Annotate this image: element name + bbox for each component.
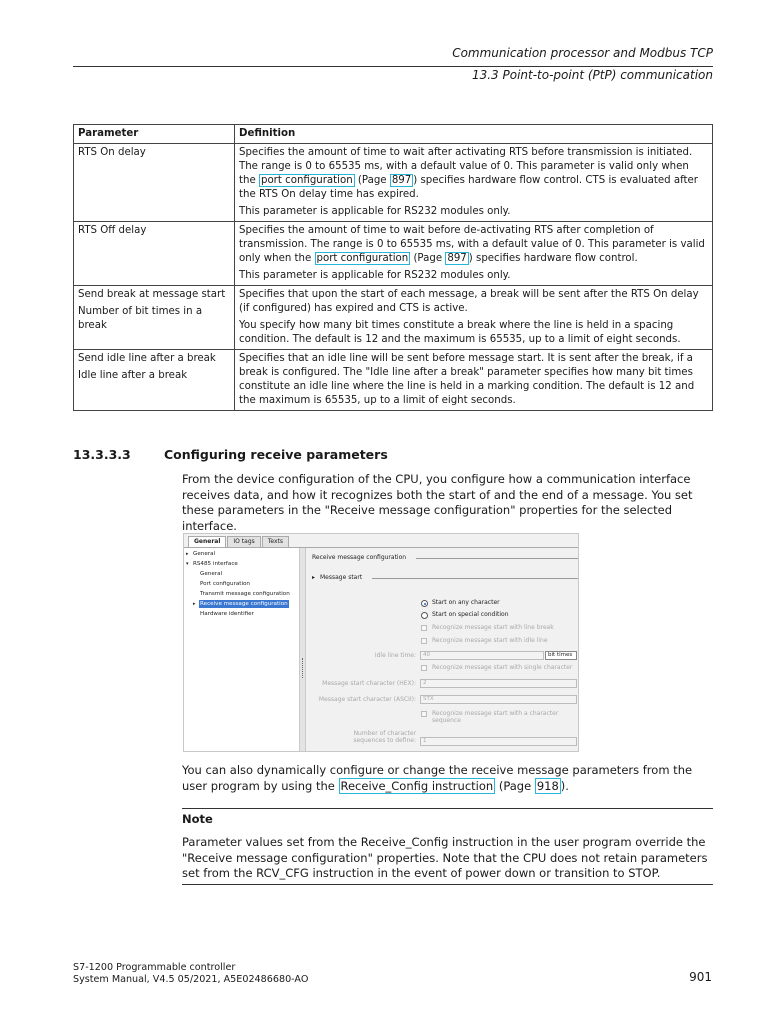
note-top-rule [182, 808, 713, 809]
receive-config-screenshot [183, 533, 579, 752]
parameter-cell [74, 350, 235, 411]
page-number: 901 [689, 970, 712, 984]
note-bottom-rule [182, 884, 713, 885]
definition-cell [235, 350, 713, 411]
char-sequence-label-cont: sequence [432, 717, 461, 724]
parameter-cell [74, 144, 235, 222]
properties-tabs [188, 536, 290, 547]
nav-item-sub-general[interactable]: General [200, 571, 223, 577]
start-any-radio[interactable] [421, 600, 428, 607]
note-title: Note [182, 812, 213, 826]
collapsed-arrow-icon[interactable]: ▸ [186, 551, 189, 557]
column-header-definition: Definition [235, 125, 713, 144]
subheading-rule [372, 578, 578, 579]
num-sequences-label-cont: sequences to define: [353, 737, 416, 744]
definition-text-part: Specifies the amount of time to wait before de-activating RTS after completion of transmission. The range is 0 to 65535 ms, with a default value of 0. This parameter is valid only when the [239, 225, 705, 264]
char-sequence-label: Recognize message start with a character [432, 710, 559, 717]
page-reference-link[interactable]: 897 [391, 175, 412, 186]
heading-rule [416, 558, 578, 559]
note-text: Parameter values set from the Receive_Config instruction in the user program override the "Receive message configuration" properties. Note that the CPU does not retain parameters set from the RCV_CFG instruction in the event of power down or transition to STOP. [182, 835, 708, 880]
char-sequence-checkbox[interactable] [421, 711, 427, 717]
page-reference-link[interactable]: 918 [536, 778, 559, 793]
parameter-cell [74, 222, 235, 286]
paragraph-text: ). [560, 778, 569, 793]
parameter-name: RTS On delay [78, 147, 146, 158]
tab-general[interactable]: General [188, 536, 226, 547]
start-char-hex-label: Message start character (HEX): [322, 680, 416, 687]
definition-note: This parameter is applicable for RS232 modules only. [239, 270, 511, 281]
dynamic-config-paragraph [182, 763, 718, 794]
nav-item-general[interactable]: General [193, 551, 216, 557]
port-configuration-link[interactable]: port configuration [260, 175, 353, 186]
single-char-checkbox[interactable] [421, 665, 427, 671]
parameter-cell [74, 286, 235, 350]
receive-config-instruction-link[interactable]: Receive_Config instruction [340, 778, 494, 793]
message-start-heading: Message start [320, 574, 363, 581]
single-char-label: Recognize message start with single character [432, 664, 573, 671]
tab-texts[interactable]: Texts [262, 536, 289, 547]
parameter-name: Send break at message start [78, 289, 226, 300]
idle-line-time-input[interactable]: 40 [420, 651, 544, 660]
section-number: 13.3.3.3 [73, 447, 131, 462]
definition-text: Specifies that an idle line will be sent before message start. It is sent after the break, if a break is configured. The "Idle line after a break" parameter specifies how many bit times constitute an idle line where the line is held in a marking condition. The default is 12 and the maximum is 65535, up to a limit of eight seconds. [239, 353, 695, 406]
paragraph-text: You can also dynamically configure or change the receive message parameters from the user program by using the [182, 763, 693, 793]
nav-item-transmit-message-configuration[interactable]: Transmit message configuration [200, 591, 290, 597]
running-header-section: 13.3 Point-to-point (PtP) communication [471, 68, 713, 82]
definition-text: You specify how many bit times constitute a break where the line is held in a spacing condition. The default is 12 and the maximum is 65535, up to a limit of eight seconds. [239, 320, 681, 345]
port-configuration-link[interactable]: port configuration [316, 253, 409, 264]
header-rule [73, 66, 713, 67]
start-special-radio[interactable] [421, 612, 428, 619]
table-header-row [74, 125, 713, 144]
num-sequences-input[interactable]: 1 [420, 737, 577, 746]
column-header-parameter: Parameter [74, 125, 235, 144]
definition-cell [235, 144, 713, 222]
collapse-arrow-icon[interactable]: ▸ [312, 574, 316, 581]
page-ref-prefix: (Page [410, 253, 446, 264]
tab-io-tags[interactable]: IO tags [227, 536, 260, 547]
definition-text-part: Specifies the amount of time to wait after activating RTS before transmission is initiated. The range is 0 to 65535 ms, with a default value of 0. This parameter is valid only when the [239, 147, 693, 186]
nav-item-hardware-identifier[interactable]: Hardware identifier [200, 611, 254, 617]
nav-item-receive-message-configuration[interactable]: Receive message configuration [200, 601, 288, 607]
table-row [74, 286, 713, 350]
intro-paragraph: From the device configuration of the CPU, you configure how a communication interface receives data, and how it recognizes both the start of and the end of a message. You set these parameters in the "Receive message configuration" properties for the selected interface. [182, 472, 693, 533]
definition-text-part: ) specifies hardware flow control. [468, 253, 638, 264]
section-title: Configuring receive parameters [164, 447, 388, 462]
nav-item-rs485-interface[interactable]: RS485 interface [193, 561, 238, 567]
selected-arrow-icon: ▸ [193, 601, 196, 607]
definition-text [239, 224, 708, 266]
table-row [74, 144, 713, 222]
table-row [74, 350, 713, 411]
start-any-label: Start on any character [432, 599, 500, 606]
parameter-name: RTS Off delay [78, 225, 147, 236]
nav-item-port-configuration[interactable]: Port configuration [200, 581, 250, 587]
page-ref-prefix: (Page [495, 778, 535, 793]
expanded-arrow-icon[interactable]: ▾ [186, 561, 189, 567]
idle-line-label: Recognize message start with idle line [432, 637, 548, 644]
parameter-name: Idle line after a break [78, 370, 188, 381]
navigation-tree [184, 548, 299, 751]
splitter-grip-icon[interactable] [302, 658, 304, 678]
definition-text [239, 146, 708, 202]
footer-product: S7-1200 Programmable controller [73, 962, 236, 973]
page-ref-prefix: (Page [354, 175, 390, 186]
parameter-table [73, 124, 713, 411]
idle-line-time-label: Idle line time: [374, 652, 416, 659]
definition-text-part: ) specifies hardware flow control. CTS is evaluated after the RTS On delay time has expired. [239, 175, 698, 200]
start-special-label: Start on special condition [432, 611, 509, 618]
start-char-hex-input[interactable]: 2 [420, 679, 577, 688]
receive-config-heading: Receive message configuration [312, 554, 407, 561]
line-break-label: Recognize message start with line break [432, 624, 554, 631]
start-char-ascii-label: Message start character (ASCII): [318, 696, 416, 703]
definition-cell [235, 222, 713, 286]
line-break-checkbox[interactable] [421, 625, 427, 631]
num-sequences-label: Number of character [353, 730, 416, 737]
table-row [74, 222, 713, 286]
definition-text: Specifies that upon the start of each message, a break will be sent after the RTS On delay (if configured) has expired and CTS is active. [239, 289, 699, 314]
start-char-ascii-input[interactable]: STX [420, 695, 577, 704]
parameter-name: Send idle line after a break [78, 353, 216, 364]
running-header-chapter: Communication processor and Modbus TCP [452, 46, 713, 60]
pane-splitter[interactable] [299, 548, 306, 751]
properties-pane [306, 548, 578, 751]
page-reference-link[interactable]: 897 [447, 253, 467, 264]
idle-line-checkbox[interactable] [421, 638, 427, 644]
definition-note: This parameter is applicable for RS232 modules only. [239, 206, 511, 217]
footer-manual-info: System Manual, V4.5 05/2021, A5E02486680-AO [73, 974, 309, 985]
idle-line-unit-select[interactable]: bit times [545, 651, 577, 660]
definition-cell [235, 286, 713, 350]
parameter-name: Number of bit times in a break [78, 306, 203, 331]
